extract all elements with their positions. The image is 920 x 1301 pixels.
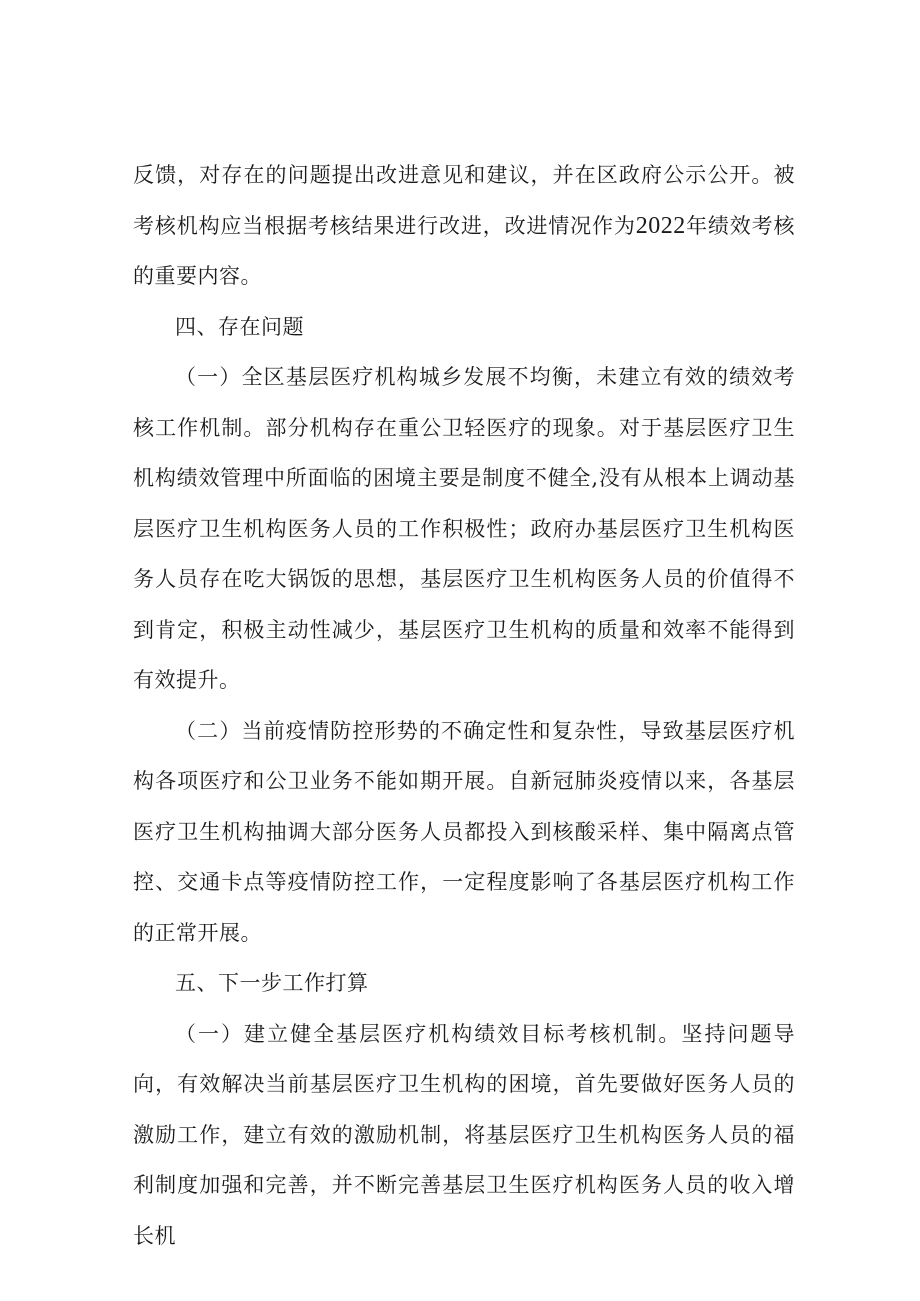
section-heading-next-steps: 五、下一步工作打算 [175,971,369,995]
section-heading-problems: 四、存在问题 [175,314,304,339]
document-body [133,150,795,1261]
paragraph-continuation [133,150,795,302]
problem-item-2: （二）当前疫情防控形势的不确定性和复杂性，导致基层医疗机构各项医疗和公卫业务不能如期开展。自新冠肺炎疫情以来，各基层医疗卫生机构抽调大部分医务人员都投入到核酸采样、集中隔离点管控、交通卡点等疫情防控工作，一定程度影响了各基层医疗机构工作的正常开展。 [133,718,795,945]
problem-item-1: （一）全区基层医疗机构城乡发展不均衡，未建立有效的绩效考核工作机制。部分机构存在重公卫轻医疗的现象。对于基层医疗卫生机构绩效管理中所面临的困境主要是制度不健全,没有从根本上调动基层医疗卫生机构医务人员的工作积极性；政府办基层医疗卫生机构医务人员存在吃大锅饭的思想，基层医疗卫生机构医务人员的价值得不到肯定，积极主动性减少，基层医疗卫生机构的质量和效率不能得到有效提升。 [133,365,795,692]
year-value: 2022 [635,212,686,239]
paragraph-continuation-tail: 年绩效考核的重要内容。 [133,213,796,288]
next-step-item-1: （一）建立健全基层医疗机构绩效目标考核机制。坚持问题导向，有效解决当前基层医疗卫生机构的困境，首先要做好医务人员的激励工作，建立有效的激励机制，将基层医疗卫生机构医务人员的福利制度加强和完善，并不断完善基层卫生医疗机构医务人员的收入增长机 [133,1021,795,1248]
paragraph-continuation-text: 反馈，对存在的问题提出改进意见和建议，并在区政府公示公开。被考核机构应当根据考核结果进行改进，改进情况作为 [133,163,795,238]
